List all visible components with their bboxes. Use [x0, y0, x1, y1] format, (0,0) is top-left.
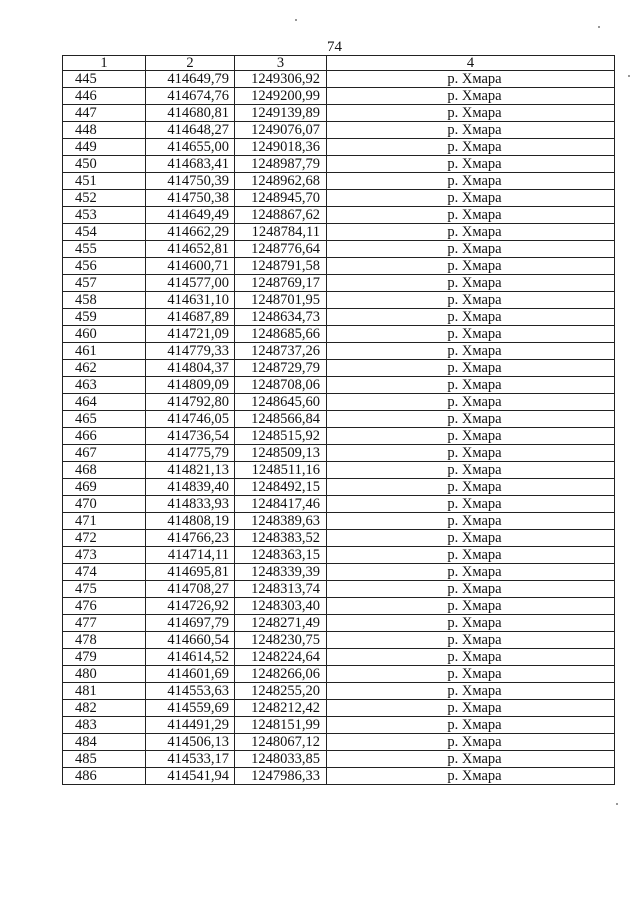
- table-row: [63, 632, 615, 649]
- x-coordinate-cell: 414821,13: [146, 462, 235, 479]
- x-coordinate-cell: 414541,94: [146, 768, 235, 785]
- table-row: [63, 173, 615, 190]
- x-coordinate-cell: 414631,10: [146, 292, 235, 309]
- x-coordinate-cell: 414808,19: [146, 513, 235, 530]
- description-cell: р. Хмара: [327, 700, 615, 717]
- y-coordinate-cell: 1248363,15: [235, 547, 327, 564]
- y-coordinate-cell: 1248067,12: [235, 734, 327, 751]
- coordinates-table: [62, 55, 615, 785]
- point-number-cell: 447: [63, 105, 146, 122]
- table-row: [63, 241, 615, 258]
- y-coordinate-cell: 1248313,74: [235, 581, 327, 598]
- point-number-cell: 474: [63, 564, 146, 581]
- y-coordinate-cell: 1248729,79: [235, 360, 327, 377]
- description-cell: р. Хмара: [327, 683, 615, 700]
- point-number-cell: 452: [63, 190, 146, 207]
- y-coordinate-cell: 1248509,13: [235, 445, 327, 462]
- y-coordinate-cell: 1247986,33: [235, 768, 327, 785]
- point-number-cell: 448: [63, 122, 146, 139]
- point-number-cell: 453: [63, 207, 146, 224]
- description-cell: р. Хмара: [327, 224, 615, 241]
- table-row: [63, 700, 615, 717]
- description-cell: р. Хмара: [327, 207, 615, 224]
- y-coordinate-cell: 1248515,92: [235, 428, 327, 445]
- x-coordinate-cell: 414833,93: [146, 496, 235, 513]
- description-cell: р. Хмара: [327, 445, 615, 462]
- table-header: [63, 56, 615, 71]
- y-coordinate-cell: 1248339,39: [235, 564, 327, 581]
- description-cell: р. Хмара: [327, 615, 615, 632]
- y-coordinate-cell: 1248266,06: [235, 666, 327, 683]
- table-row: [63, 649, 615, 666]
- description-cell: р. Хмара: [327, 139, 615, 156]
- description-cell: р. Хмара: [327, 156, 615, 173]
- point-number-cell: 476: [63, 598, 146, 615]
- table-row: [63, 615, 615, 632]
- point-number-cell: 464: [63, 394, 146, 411]
- description-cell: р. Хмара: [327, 309, 615, 326]
- table-row: [63, 445, 615, 462]
- table-row: [63, 292, 615, 309]
- x-coordinate-cell: 414648,27: [146, 122, 235, 139]
- x-coordinate-cell: 414746,05: [146, 411, 235, 428]
- description-cell: р. Хмара: [327, 394, 615, 411]
- point-number-cell: 455: [63, 241, 146, 258]
- table-row: [63, 496, 615, 513]
- y-coordinate-cell: 1248383,52: [235, 530, 327, 547]
- x-coordinate-cell: 414804,37: [146, 360, 235, 377]
- description-cell: р. Хмара: [327, 462, 615, 479]
- y-coordinate-cell: 1248685,66: [235, 326, 327, 343]
- table-row: [63, 530, 615, 547]
- table-row: [63, 734, 615, 751]
- header-col-3: 3: [235, 56, 327, 71]
- x-coordinate-cell: 414600,71: [146, 258, 235, 275]
- x-coordinate-cell: 414652,81: [146, 241, 235, 258]
- table-row: [63, 190, 615, 207]
- point-number-cell: 471: [63, 513, 146, 530]
- point-number-cell: 481: [63, 683, 146, 700]
- table-row: [63, 717, 615, 734]
- point-number-cell: 478: [63, 632, 146, 649]
- y-coordinate-cell: 1248867,62: [235, 207, 327, 224]
- x-coordinate-cell: 414614,52: [146, 649, 235, 666]
- y-coordinate-cell: 1248271,49: [235, 615, 327, 632]
- y-coordinate-cell: 1249200,99: [235, 88, 327, 105]
- description-cell: р. Хмара: [327, 241, 615, 258]
- table-row: [63, 258, 615, 275]
- point-number-cell: 454: [63, 224, 146, 241]
- point-number-cell: 458: [63, 292, 146, 309]
- y-coordinate-cell: 1249018,36: [235, 139, 327, 156]
- description-cell: р. Хмара: [327, 88, 615, 105]
- description-cell: р. Хмара: [327, 173, 615, 190]
- description-cell: р. Хмара: [327, 513, 615, 530]
- description-cell: р. Хмара: [327, 122, 615, 139]
- description-cell: р. Хмара: [327, 649, 615, 666]
- point-number-cell: 482: [63, 700, 146, 717]
- y-coordinate-cell: 1249306,92: [235, 71, 327, 88]
- description-cell: р. Хмара: [327, 343, 615, 360]
- description-cell: р. Хмара: [327, 632, 615, 649]
- x-coordinate-cell: 414660,54: [146, 632, 235, 649]
- description-cell: р. Хмара: [327, 581, 615, 598]
- x-coordinate-cell: 414577,00: [146, 275, 235, 292]
- point-number-cell: 460: [63, 326, 146, 343]
- y-coordinate-cell: 1248645,60: [235, 394, 327, 411]
- point-number-cell: 451: [63, 173, 146, 190]
- x-coordinate-cell: 414649,49: [146, 207, 235, 224]
- y-coordinate-cell: 1249076,07: [235, 122, 327, 139]
- scan-speck: [295, 19, 297, 21]
- x-coordinate-cell: 414533,17: [146, 751, 235, 768]
- scan-speck: [616, 803, 618, 805]
- description-cell: р. Хмара: [327, 547, 615, 564]
- point-number-cell: 457: [63, 275, 146, 292]
- x-coordinate-cell: 414697,79: [146, 615, 235, 632]
- description-cell: р. Хмара: [327, 190, 615, 207]
- y-coordinate-cell: 1248511,16: [235, 462, 327, 479]
- x-coordinate-cell: 414559,69: [146, 700, 235, 717]
- table-row: [63, 513, 615, 530]
- y-coordinate-cell: 1248303,40: [235, 598, 327, 615]
- point-number-cell: 449: [63, 139, 146, 156]
- table-row: [63, 768, 615, 785]
- y-coordinate-cell: 1248151,99: [235, 717, 327, 734]
- description-cell: р. Хмара: [327, 666, 615, 683]
- point-number-cell: 466: [63, 428, 146, 445]
- x-coordinate-cell: 414601,69: [146, 666, 235, 683]
- x-coordinate-cell: 414491,29: [146, 717, 235, 734]
- table-row: [63, 360, 615, 377]
- header-col-1: 1: [63, 56, 146, 71]
- x-coordinate-cell: 414708,27: [146, 581, 235, 598]
- x-coordinate-cell: 414792,80: [146, 394, 235, 411]
- point-number-cell: 480: [63, 666, 146, 683]
- table-row: [63, 224, 615, 241]
- point-number-cell: 485: [63, 751, 146, 768]
- x-coordinate-cell: 414736,54: [146, 428, 235, 445]
- x-coordinate-cell: 414674,76: [146, 88, 235, 105]
- point-number-cell: 483: [63, 717, 146, 734]
- x-coordinate-cell: 414553,63: [146, 683, 235, 700]
- point-number-cell: 484: [63, 734, 146, 751]
- description-cell: р. Хмара: [327, 292, 615, 309]
- x-coordinate-cell: 414662,29: [146, 224, 235, 241]
- table-row: [63, 564, 615, 581]
- table-row: [63, 343, 615, 360]
- table-row: [63, 105, 615, 122]
- y-coordinate-cell: 1248634,73: [235, 309, 327, 326]
- y-coordinate-cell: 1248784,11: [235, 224, 327, 241]
- y-coordinate-cell: 1248224,64: [235, 649, 327, 666]
- point-number-cell: 472: [63, 530, 146, 547]
- table-row: [63, 462, 615, 479]
- header-col-2: 2: [146, 56, 235, 71]
- y-coordinate-cell: 1248230,75: [235, 632, 327, 649]
- x-coordinate-cell: 414750,38: [146, 190, 235, 207]
- table-row: [63, 139, 615, 156]
- table-row: [63, 122, 615, 139]
- table-row: [63, 88, 615, 105]
- table-body: [63, 71, 615, 785]
- point-number-cell: 467: [63, 445, 146, 462]
- scan-speck: [628, 75, 630, 77]
- table-row: [63, 156, 615, 173]
- point-number-cell: 456: [63, 258, 146, 275]
- table-row: [63, 666, 615, 683]
- page-number: 74: [327, 39, 342, 55]
- y-coordinate-cell: 1249139,89: [235, 105, 327, 122]
- description-cell: р. Хмара: [327, 496, 615, 513]
- y-coordinate-cell: 1248701,95: [235, 292, 327, 309]
- table-row: [63, 581, 615, 598]
- table-row: [63, 598, 615, 615]
- x-coordinate-cell: 414726,92: [146, 598, 235, 615]
- y-coordinate-cell: 1248791,58: [235, 258, 327, 275]
- table-row: [63, 71, 615, 88]
- description-cell: р. Хмара: [327, 71, 615, 88]
- point-number-cell: 445: [63, 71, 146, 88]
- point-number-cell: 463: [63, 377, 146, 394]
- table-row: [63, 479, 615, 496]
- description-cell: р. Хмара: [327, 751, 615, 768]
- table-row: [63, 547, 615, 564]
- x-coordinate-cell: 414750,39: [146, 173, 235, 190]
- description-cell: р. Хмара: [327, 717, 615, 734]
- x-coordinate-cell: 414779,33: [146, 343, 235, 360]
- point-number-cell: 465: [63, 411, 146, 428]
- description-cell: р. Хмара: [327, 768, 615, 785]
- scan-speck: [598, 26, 600, 28]
- table-row: [63, 394, 615, 411]
- point-number-cell: 473: [63, 547, 146, 564]
- y-coordinate-cell: 1248033,85: [235, 751, 327, 768]
- x-coordinate-cell: 414695,81: [146, 564, 235, 581]
- x-coordinate-cell: 414809,09: [146, 377, 235, 394]
- x-coordinate-cell: 414680,81: [146, 105, 235, 122]
- y-coordinate-cell: 1248776,64: [235, 241, 327, 258]
- description-cell: р. Хмара: [327, 326, 615, 343]
- y-coordinate-cell: 1248962,68: [235, 173, 327, 190]
- x-coordinate-cell: 414649,79: [146, 71, 235, 88]
- description-cell: р. Хмара: [327, 598, 615, 615]
- x-coordinate-cell: 414506,13: [146, 734, 235, 751]
- x-coordinate-cell: 414687,89: [146, 309, 235, 326]
- point-number-cell: 446: [63, 88, 146, 105]
- description-cell: р. Хмара: [327, 530, 615, 547]
- point-number-cell: 477: [63, 615, 146, 632]
- x-coordinate-cell: 414683,41: [146, 156, 235, 173]
- description-cell: р. Хмара: [327, 360, 615, 377]
- description-cell: р. Хмара: [327, 275, 615, 292]
- y-coordinate-cell: 1248492,15: [235, 479, 327, 496]
- y-coordinate-cell: 1248212,42: [235, 700, 327, 717]
- point-number-cell: 470: [63, 496, 146, 513]
- description-cell: р. Хмара: [327, 734, 615, 751]
- table-row: [63, 683, 615, 700]
- y-coordinate-cell: 1248708,06: [235, 377, 327, 394]
- point-number-cell: 450: [63, 156, 146, 173]
- point-number-cell: 461: [63, 343, 146, 360]
- y-coordinate-cell: 1248389,63: [235, 513, 327, 530]
- description-cell: р. Хмара: [327, 411, 615, 428]
- y-coordinate-cell: 1248987,79: [235, 156, 327, 173]
- point-number-cell: 462: [63, 360, 146, 377]
- table-row: [63, 207, 615, 224]
- y-coordinate-cell: 1248255,20: [235, 683, 327, 700]
- table-row: [63, 428, 615, 445]
- description-cell: р. Хмара: [327, 479, 615, 496]
- table-row: [63, 411, 615, 428]
- header-col-4: 4: [327, 56, 615, 71]
- table-row: [63, 326, 615, 343]
- y-coordinate-cell: 1248417,46: [235, 496, 327, 513]
- description-cell: р. Хмара: [327, 564, 615, 581]
- x-coordinate-cell: 414766,23: [146, 530, 235, 547]
- point-number-cell: 459: [63, 309, 146, 326]
- point-number-cell: 475: [63, 581, 146, 598]
- x-coordinate-cell: 414655,00: [146, 139, 235, 156]
- y-coordinate-cell: 1248737,26: [235, 343, 327, 360]
- x-coordinate-cell: 414721,09: [146, 326, 235, 343]
- point-number-cell: 468: [63, 462, 146, 479]
- point-number-cell: 486: [63, 768, 146, 785]
- x-coordinate-cell: 414775,79: [146, 445, 235, 462]
- table-row: [63, 309, 615, 326]
- point-number-cell: 479: [63, 649, 146, 666]
- header-row: [63, 56, 615, 71]
- description-cell: р. Хмара: [327, 377, 615, 394]
- y-coordinate-cell: 1248769,17: [235, 275, 327, 292]
- table-row: [63, 377, 615, 394]
- x-coordinate-cell: 414839,40: [146, 479, 235, 496]
- y-coordinate-cell: 1248566,84: [235, 411, 327, 428]
- description-cell: р. Хмара: [327, 105, 615, 122]
- description-cell: р. Хмара: [327, 258, 615, 275]
- description-cell: р. Хмара: [327, 428, 615, 445]
- x-coordinate-cell: 414714,11: [146, 547, 235, 564]
- y-coordinate-cell: 1248945,70: [235, 190, 327, 207]
- table-row: [63, 751, 615, 768]
- table-row: [63, 275, 615, 292]
- point-number-cell: 469: [63, 479, 146, 496]
